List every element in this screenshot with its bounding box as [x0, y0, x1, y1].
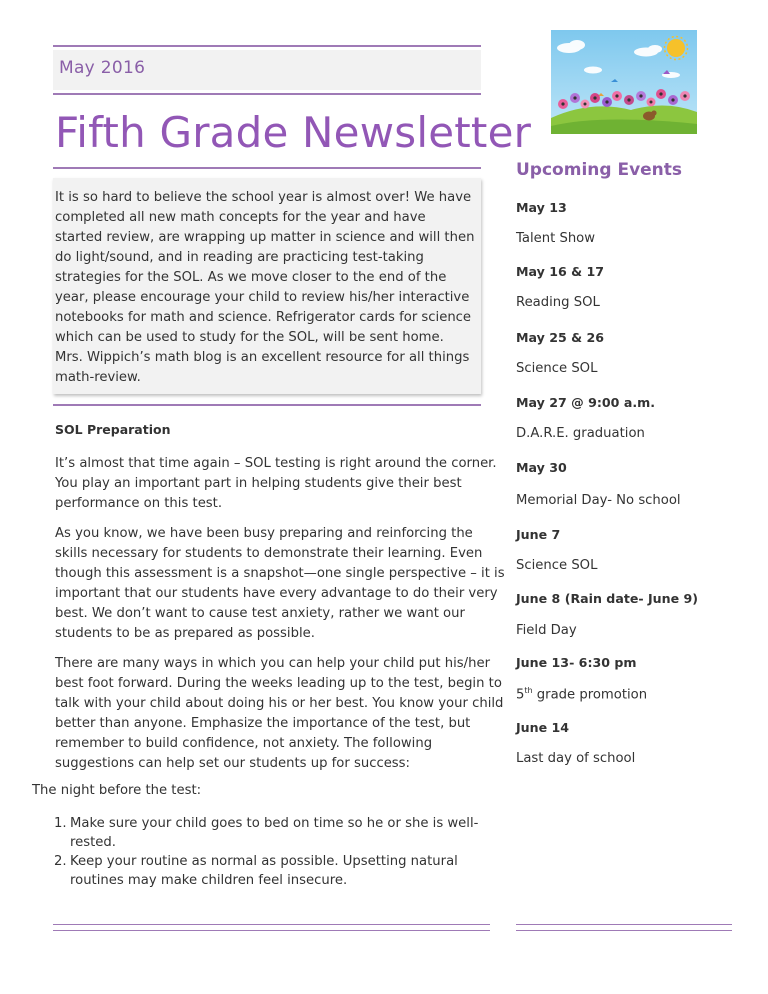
sol-paragraph-3: There are many ways in which you can help your child put his/her best foot forward. During the weeks leading up to the test, begin to talk with your child about doing his or her best. You know your child better than anyone. Emphasize the importance of the test, but remember to build confidence, not anxiety. The following suggestions can help set our students up for success:: [55, 656, 504, 771]
title-rule: [53, 167, 481, 169]
event-desc-rest: grade promotion: [532, 687, 648, 703]
event-desc: Science SOL: [516, 558, 598, 573]
intro-rule: [53, 404, 481, 406]
sol-heading: SOL Preparation: [55, 422, 171, 437]
event-date: May 13: [516, 200, 567, 215]
event-desc-number: 5: [516, 687, 525, 703]
tip-number: 1.: [54, 816, 67, 831]
list-item: [32, 852, 512, 890]
intro-text: It is so hard to believe the school year is almost over! We have completed all new math concepts for the year and have started review, are wrapping up matter in science and will then do light/sound, and in reading are practicing test-taking strategies for the SOL. As we move closer to the end of the year, please encourage your child to review his/her interactive notebooks for math and science. Refrigerator cards for science which can be used to study for the SOL, will be sent home. Mrs. Wippich’s math blog is an excellent resource for all things math-review.: [55, 190, 475, 385]
footer-rule-right-2: [516, 930, 732, 931]
event-date: May 25 & 26: [516, 330, 605, 345]
footer-rule-right-1: [516, 924, 732, 925]
event-desc: Talent Show: [516, 231, 596, 246]
list-item: [32, 814, 512, 852]
event-desc: Science SOL: [516, 361, 598, 376]
tips-list: [32, 814, 512, 890]
event-date: May 27 @ 9:00 a.m.: [516, 395, 656, 410]
spring-flowers-illustration: [551, 30, 697, 134]
sol-paragraph-1: It’s almost that time again – SOL testing is right around the corner. You play an important part in helping students give their best performance on this test.: [55, 456, 497, 511]
sol-paragraph-2: As you know, we have been busy preparing and reinforcing the skills necessary for students to demonstrate their learning. Even though this assessment is a snapshot—one single perspective – it is important that our students have every advantage to do their very best. We don’t want to cause test anxiety, rather we want our students to be as prepared as possible.: [55, 526, 505, 641]
events-title: Upcoming Events: [516, 160, 683, 180]
event-desc: Field Day: [516, 623, 577, 638]
event-date: June 13- 6:30 pm: [516, 655, 637, 670]
event-desc: Memorial Day- No school: [516, 493, 681, 508]
event-date: June 7: [516, 527, 561, 542]
footer-rule-left-2: [53, 930, 490, 931]
newsletter-title: Fifth Grade Newsletter: [55, 108, 532, 157]
event-desc-ordinal: th: [524, 686, 533, 695]
event-desc: D.A.R.E. graduation: [516, 426, 645, 441]
issue-date: May 2016: [59, 58, 146, 78]
date-bottom-rule: [53, 93, 481, 95]
tip-number: 2.: [54, 854, 67, 869]
event-date: June 8 (Rain date- June 9): [516, 591, 699, 606]
tip-text: Keep your routine as normal as possible. Upsetting natural routines may make children feel insecure.: [70, 854, 458, 888]
top-rule: [53, 45, 481, 47]
event-desc: Reading SOL: [516, 295, 600, 310]
event-date: May 16 & 17: [516, 264, 605, 279]
tip-text: Make sure your child goes to bed on time so he or she is well-rested.: [70, 816, 479, 850]
night-before-label: The night before the test:: [32, 783, 202, 798]
footer-rule-left-1: [53, 924, 490, 925]
event-desc: Last day of school: [516, 751, 636, 766]
event-date: May 30: [516, 460, 567, 475]
event-desc: [516, 686, 647, 702]
event-date: June 14: [516, 720, 570, 735]
